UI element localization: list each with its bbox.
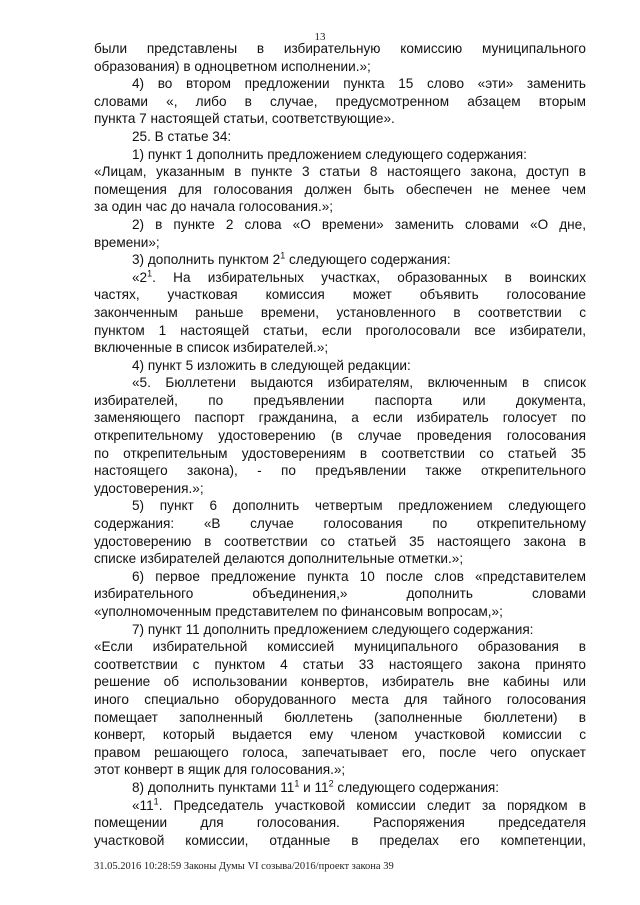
text-line bbox=[94, 761, 586, 779]
superscript: 1 bbox=[153, 796, 159, 806]
superscript: 2 bbox=[328, 778, 334, 789]
text-run: «5. Бюллетени выдаются избирателям, включенным в список bbox=[132, 375, 586, 391]
text-run: «Лицам, указанным в пункте 3 статьи 8 настоящего закона, доступ в bbox=[94, 164, 586, 180]
text-run: за один час до начала голосования.»; bbox=[94, 199, 334, 215]
text-line bbox=[94, 128, 586, 146]
text-run: удостоверению в соответствии со статьей 35 настоящего закона в bbox=[94, 533, 586, 549]
text-line bbox=[94, 75, 586, 93]
text-run: открепительному удостоверению (в случае проведения голосования bbox=[94, 428, 586, 444]
text-run: решение об использовании конвертов, избиратель вне кабины или bbox=[94, 674, 586, 690]
text-run: правом решающего голоса, запечатывает его, после чего опускает bbox=[94, 744, 586, 760]
text-run: следующего содержания: bbox=[333, 779, 500, 795]
text-line bbox=[94, 779, 586, 797]
document-footer: 31.05.2016 10:28:59 Законы Думы VI созыва/2016/проект закона 39 bbox=[94, 861, 394, 872]
text-line bbox=[94, 163, 586, 181]
text-run: 1) пункт 1 дополнить предложением следующего содержания: bbox=[132, 146, 527, 162]
superscript: 1 bbox=[294, 778, 300, 789]
text-run: конверт, который выдается ему членом участковой комиссии с bbox=[94, 727, 586, 743]
text-run: этот конверт в ящик для голосования.»; bbox=[94, 762, 346, 778]
document-body bbox=[94, 40, 586, 849]
text-line bbox=[94, 462, 586, 480]
text-line bbox=[94, 726, 586, 744]
text-run: 25. В статье 34: bbox=[132, 128, 232, 144]
text-run: пунктом 1 настоящей статьи, если проголосовали все избиратели, bbox=[94, 322, 586, 338]
text-line bbox=[94, 392, 586, 410]
text-line bbox=[94, 110, 586, 128]
text-line bbox=[94, 797, 586, 815]
text-run: . Председатель участковой комиссии следит за порядком в bbox=[158, 797, 586, 813]
page-number: 13 bbox=[314, 31, 326, 43]
text-run: 2) в пункте 2 слова «О времени» заменить словами «О дне, bbox=[132, 216, 586, 232]
text-run: иного специально оборудованного места для тайного голосования bbox=[94, 691, 586, 707]
text-line bbox=[94, 497, 586, 515]
text-line bbox=[94, 198, 586, 216]
text-run: . На избирательных участках, образованных в воинских bbox=[152, 269, 586, 285]
text-line bbox=[94, 638, 586, 656]
text-line bbox=[94, 93, 586, 111]
text-run: законченным раньше времени, установленного в соответствии с bbox=[94, 304, 586, 320]
text-line bbox=[94, 515, 586, 533]
text-run: помещения для голосования должен быть обеспечен не менее чем bbox=[94, 181, 586, 197]
text-run: заменяющего паспорт гражданина, а если избиратель голосует по bbox=[94, 410, 586, 426]
text-run: 7) пункт 11 дополнить предложением следующего содержания: bbox=[132, 621, 534, 637]
text-line bbox=[94, 181, 586, 199]
text-run: участковой комиссии, отданные в пределах его компетенции, bbox=[94, 832, 586, 848]
text-run: следующего содержания: bbox=[285, 252, 451, 268]
text-run: избирательного объединения,» дополнить словами bbox=[94, 586, 586, 602]
text-line bbox=[94, 533, 586, 551]
text-line bbox=[94, 374, 586, 392]
text-line bbox=[94, 814, 586, 832]
text-line bbox=[94, 216, 586, 234]
text-run: 8) дополнить пунктами 11 bbox=[132, 779, 295, 795]
text-line bbox=[94, 744, 586, 762]
text-line bbox=[94, 146, 586, 164]
text-line bbox=[94, 322, 586, 340]
text-line bbox=[94, 568, 586, 586]
text-run: 4) пункт 5 изложить в следующей редакции: bbox=[132, 357, 411, 373]
text-run: 3) дополнить пунктом 2 bbox=[132, 252, 281, 268]
text-line bbox=[94, 339, 586, 357]
text-line bbox=[94, 286, 586, 304]
text-line bbox=[94, 480, 586, 498]
text-line bbox=[94, 427, 586, 445]
text-line bbox=[94, 621, 586, 639]
text-line bbox=[94, 234, 586, 252]
text-run: по открепительным удостоверениям в соответствии со статьей 35 bbox=[94, 445, 586, 461]
text-run: 6) первое предложение пункта 10 после слов «представителем bbox=[132, 568, 586, 584]
text-line bbox=[94, 673, 586, 691]
text-run: списке избирателей делаются дополнительные отметки.»; bbox=[94, 551, 464, 567]
text-line bbox=[94, 445, 586, 463]
text-run: и 11 bbox=[299, 779, 329, 795]
text-line bbox=[94, 40, 586, 58]
superscript: 1 bbox=[147, 268, 153, 279]
text-line bbox=[94, 709, 586, 727]
text-run: 4) во втором предложении пункта 15 слово «эти» заменить bbox=[132, 76, 586, 92]
text-line bbox=[94, 304, 586, 322]
text-line bbox=[94, 656, 586, 674]
text-run: были представлены в избирательную комиссию муниципального bbox=[94, 41, 586, 56]
text-run: настоящего закона), - по предъявлении также открепительного bbox=[94, 463, 586, 479]
text-line bbox=[94, 832, 586, 850]
text-run: «11 bbox=[132, 797, 154, 813]
text-run: времени»; bbox=[94, 234, 160, 250]
text-run: пункта 7 настоящей статьи, соответствующие». bbox=[94, 111, 395, 127]
text-run: «уполномоченным представителем по финансовым вопросам,»; bbox=[94, 604, 503, 619]
text-run: включенные в список избирателей.»; bbox=[94, 340, 329, 356]
text-line bbox=[94, 691, 586, 709]
text-line bbox=[94, 58, 586, 76]
text-line bbox=[94, 409, 586, 427]
text-run: образования) в одноцветном исполнении.»; bbox=[94, 58, 371, 74]
text-run: удостоверения.»; bbox=[94, 480, 204, 496]
text-run: соответствии с пунктом 4 статьи 33 настоящего закона принято bbox=[94, 656, 586, 672]
text-run: помещает заполненный бюллетень (заполненные бюллетени) в bbox=[94, 709, 586, 725]
text-line bbox=[94, 357, 586, 375]
text-line bbox=[94, 269, 586, 287]
text-run: «2 bbox=[132, 269, 148, 285]
text-run: «Если избирательной комиссией муниципального образования в bbox=[94, 639, 586, 655]
text-run: содержания: «В случае голосования по открепительному bbox=[94, 516, 586, 532]
text-line bbox=[94, 585, 586, 603]
superscript: 1 bbox=[280, 250, 286, 261]
text-line bbox=[94, 550, 586, 568]
text-run: частях, участковая комиссия может объявить голосование bbox=[94, 287, 586, 303]
text-run: словами «, либо в случае, предусмотренном абзацем вторым bbox=[94, 93, 586, 109]
text-line bbox=[94, 603, 586, 621]
text-run: 5) пункт 6 дополнить четвертым предложением следующего bbox=[132, 498, 586, 514]
text-run: избирателей, по предъявлении паспорта или документа, bbox=[94, 392, 586, 408]
text-line bbox=[94, 251, 586, 269]
text-run: помещении для голосования. Распоряжения председателя bbox=[94, 815, 586, 831]
